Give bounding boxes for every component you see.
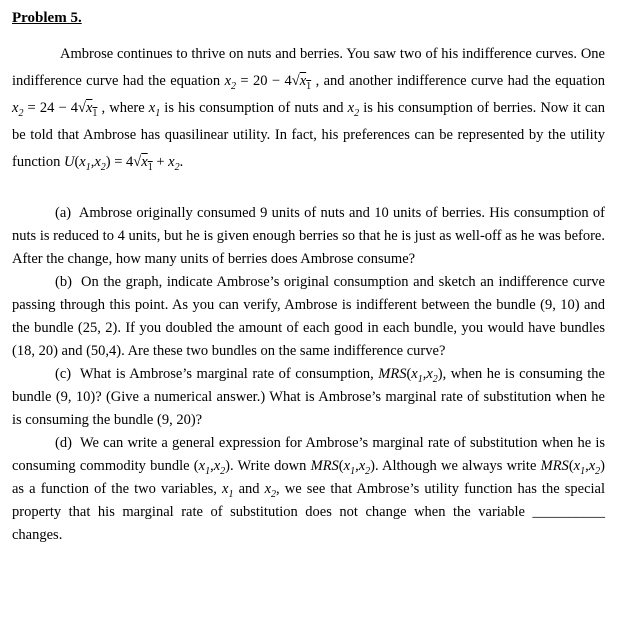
math-variable: $x_2$ <box>264 481 277 500</box>
square-root-expression: $√x_1$ <box>77 100 98 119</box>
math-variable: $x_1$ <box>148 100 161 119</box>
square-root-expression: $√x_1$ <box>291 73 312 92</box>
math-variable: $x_2$ <box>588 458 601 477</box>
math-variable: $x_1$ <box>222 481 234 500</box>
math-variable: $x_2$ <box>213 458 226 477</box>
math-variable: MRS <box>310 458 339 474</box>
math-variable: $x_1$ <box>573 458 586 477</box>
math-variable: $x_2$ <box>224 73 237 92</box>
math-variable: $x_2$ <box>94 154 106 173</box>
problem-title: Problem 5. <box>12 10 82 26</box>
part-d-paragraph: (d) We can write a general expression for Ambrose’s marginal rate of substitution when he is consuming commodity bundle $(x_1,x_2)$. Write down $MRS(x_1,x_2)$. Although we always write $MRS(x_1,x_2)$ as a function of the two variables, $x_1$ and $x_2$, we see that Ambrose’s utility function has the special property that his marginal rate of substitution does not change when the variable __________ changes. <box>12 435 606 543</box>
part-c-paragraph: (c) What is Ambrose’s marginal rate of consumption, $MRS(x_1,x_2)$, when he is consuming the bundle (9, 10)? (Give a numerical answer.) What is Ambrose’s marginal rate of substitution when he is consuming the bundle (9, 20)? <box>12 366 605 428</box>
math-variable: MRS <box>540 458 569 474</box>
math-variable: U <box>63 154 75 170</box>
math-variable: $x_2$ <box>347 100 360 119</box>
math-variable: $x_1$ <box>411 366 423 385</box>
part-b-paragraph: (b) On the graph, indicate Ambrose’s original consumption and sketch an indifference curve passing through this point. As you can verify, Ambrose is indifferent between the bundle (9, 10) and the bundle (25, 2). If you doubled the amount of each good in each bundle, you would have bundles (18, 20) and (50,4). Are these two bundles on the same indifference curve? <box>12 274 605 359</box>
math-variable: $x_2$ <box>358 458 371 477</box>
math-variable: $x_2$ <box>426 366 438 385</box>
math-variable: $x_1$ <box>79 154 91 173</box>
part-a-paragraph: (a) Ambrose originally consumed 9 units of nuts and 10 units of berries. His consumption of nuts is reduced to 4 units, but he is given enough berries so that he is just as well-off as he was before. After the change, how many units of berries does Ambrose consume? <box>12 205 605 267</box>
math-variable: $x_1$ <box>343 458 356 477</box>
math-variable: $x_1$ <box>198 458 211 477</box>
intro-paragraph: Ambrose continues to thrive on nuts and berries. You saw two of his indifference curves. One indifference curve had the equation $x_2 = 20 - 4√x_1$ , and another indifference curve had the equation $x_2 = 24 - 4√x_1$ , where $x_1$ is his consumption of nuts and $x_2$ is his consumption of berries. Now it can be told that Ambrose has quasilinear utility. In fact, his preferences can be represented by the utility function $U(x_1,x_2) = 4√x_1 + x_2$. <box>12 46 606 173</box>
math-variable: $x_2$ <box>12 100 24 119</box>
math-variable: $x_2$ <box>168 154 180 173</box>
math-variable: MRS <box>378 366 407 382</box>
square-root-expression: $√x_1$ <box>133 154 153 173</box>
